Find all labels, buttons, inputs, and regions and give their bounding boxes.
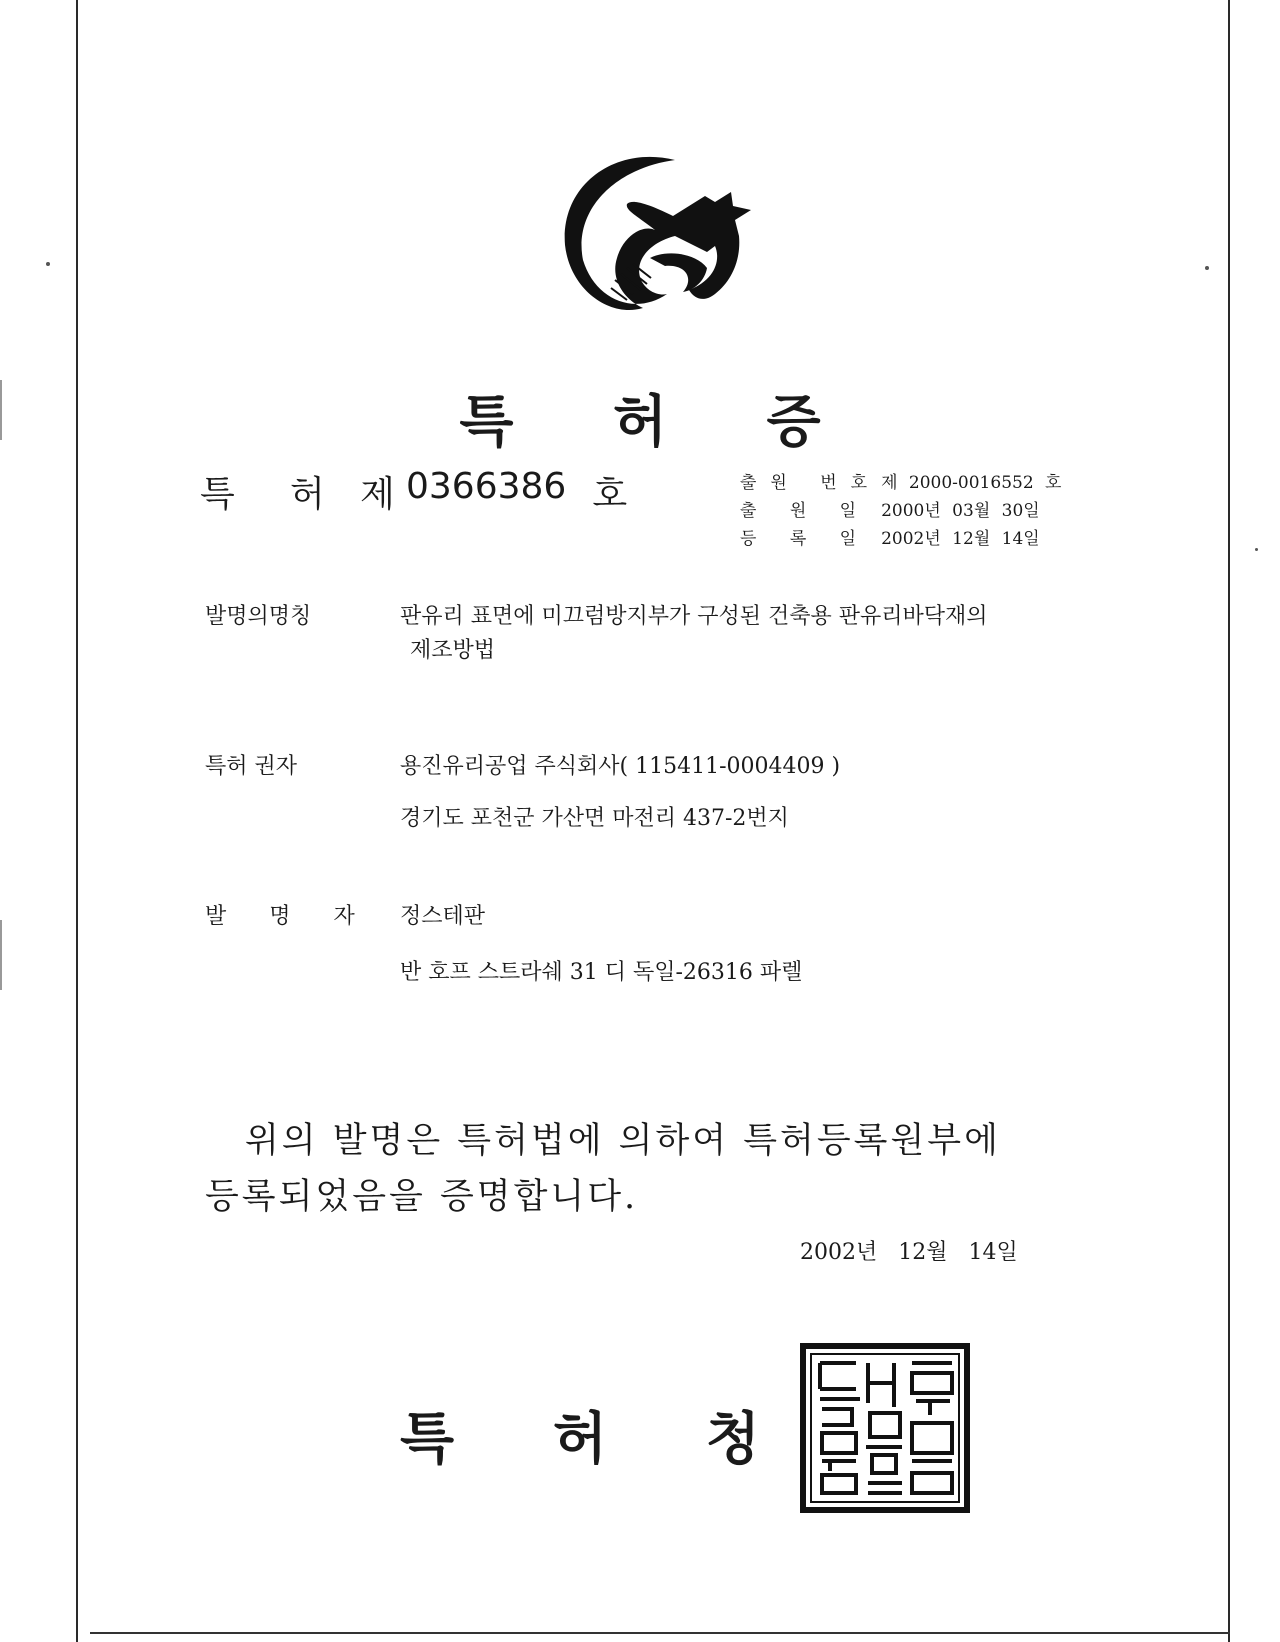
inventor-value [400,900,1140,990]
issuing-office [400,1395,760,1475]
patentee-value [400,750,1140,836]
application-row [740,497,1061,525]
patent-number-label-3: 제 [360,474,395,515]
registration-date-value: 2002년 12월 14일 [881,529,1040,549]
office-char-1: 특 [400,1407,455,1472]
page-border-bottom [90,1632,1230,1634]
patentee-address: 경기도 포천군 가산면 마전리 437-2번지 [400,806,789,831]
scan-edge-mark [0,920,2,990]
patentee-key: 특허 권자 [205,754,298,779]
invention-title-line-1: 판유리 표면에 미끄럼방지부가 구성된 건축용 판유리바닥재의 [400,604,988,629]
patentee-name: 용진유리공업 주식회사( 115411-0004409 ) [400,754,841,779]
official-seal-icon [800,1343,970,1513]
statement-line-1: 위의 발명은 특허법에 의하여 특허등록원부에 [245,1121,1001,1161]
application-number-key: 출원 번호 [740,473,882,493]
application-number-value: 제 2000-0016552 호 [881,473,1062,493]
page-border-left [76,0,78,1642]
government-emblem-icon [555,140,765,325]
patent-number-value: 0366386 [406,466,567,507]
office-char-3: 청 [705,1407,760,1472]
statement-line-2: 등록되었음을 증명합니다. [205,1177,639,1217]
certification-statement [205,1113,1085,1225]
page-border-right [1228,0,1230,1642]
scan-speck [1255,548,1258,551]
patent-number-label-2: 허 [290,474,325,515]
inventor-key: 발 명 자 [205,904,373,929]
filing-date-key: 출 원 일 [740,501,871,521]
scan-speck [46,262,50,266]
certificate-title: 특 허 증 [459,390,861,455]
inventor-address: 반 호프 스트라쉐 31 디 독일-26316 파렐 [400,960,803,985]
invention-title-key: 발명의명칭 [205,604,312,629]
scan-speck [1205,266,1209,270]
patent-number [200,466,627,517]
application-row [740,469,1061,497]
inventor-name: 정스테판 [400,904,486,929]
filing-date-value: 2000년 03월 30일 [881,501,1040,521]
issue-date: 2002년 12월 14일 [800,1240,1018,1265]
office-char-2: 허 [552,1407,608,1472]
invention-title-line-2: 제조방법 [410,638,496,663]
invention-title-value [400,600,1140,668]
registration-date-key: 등 록 일 [740,529,871,549]
application-info-table [740,469,1061,553]
application-row [740,525,1061,553]
patent-number-suffix: 호 [592,474,628,515]
patent-number-label-1: 특 [200,474,235,515]
